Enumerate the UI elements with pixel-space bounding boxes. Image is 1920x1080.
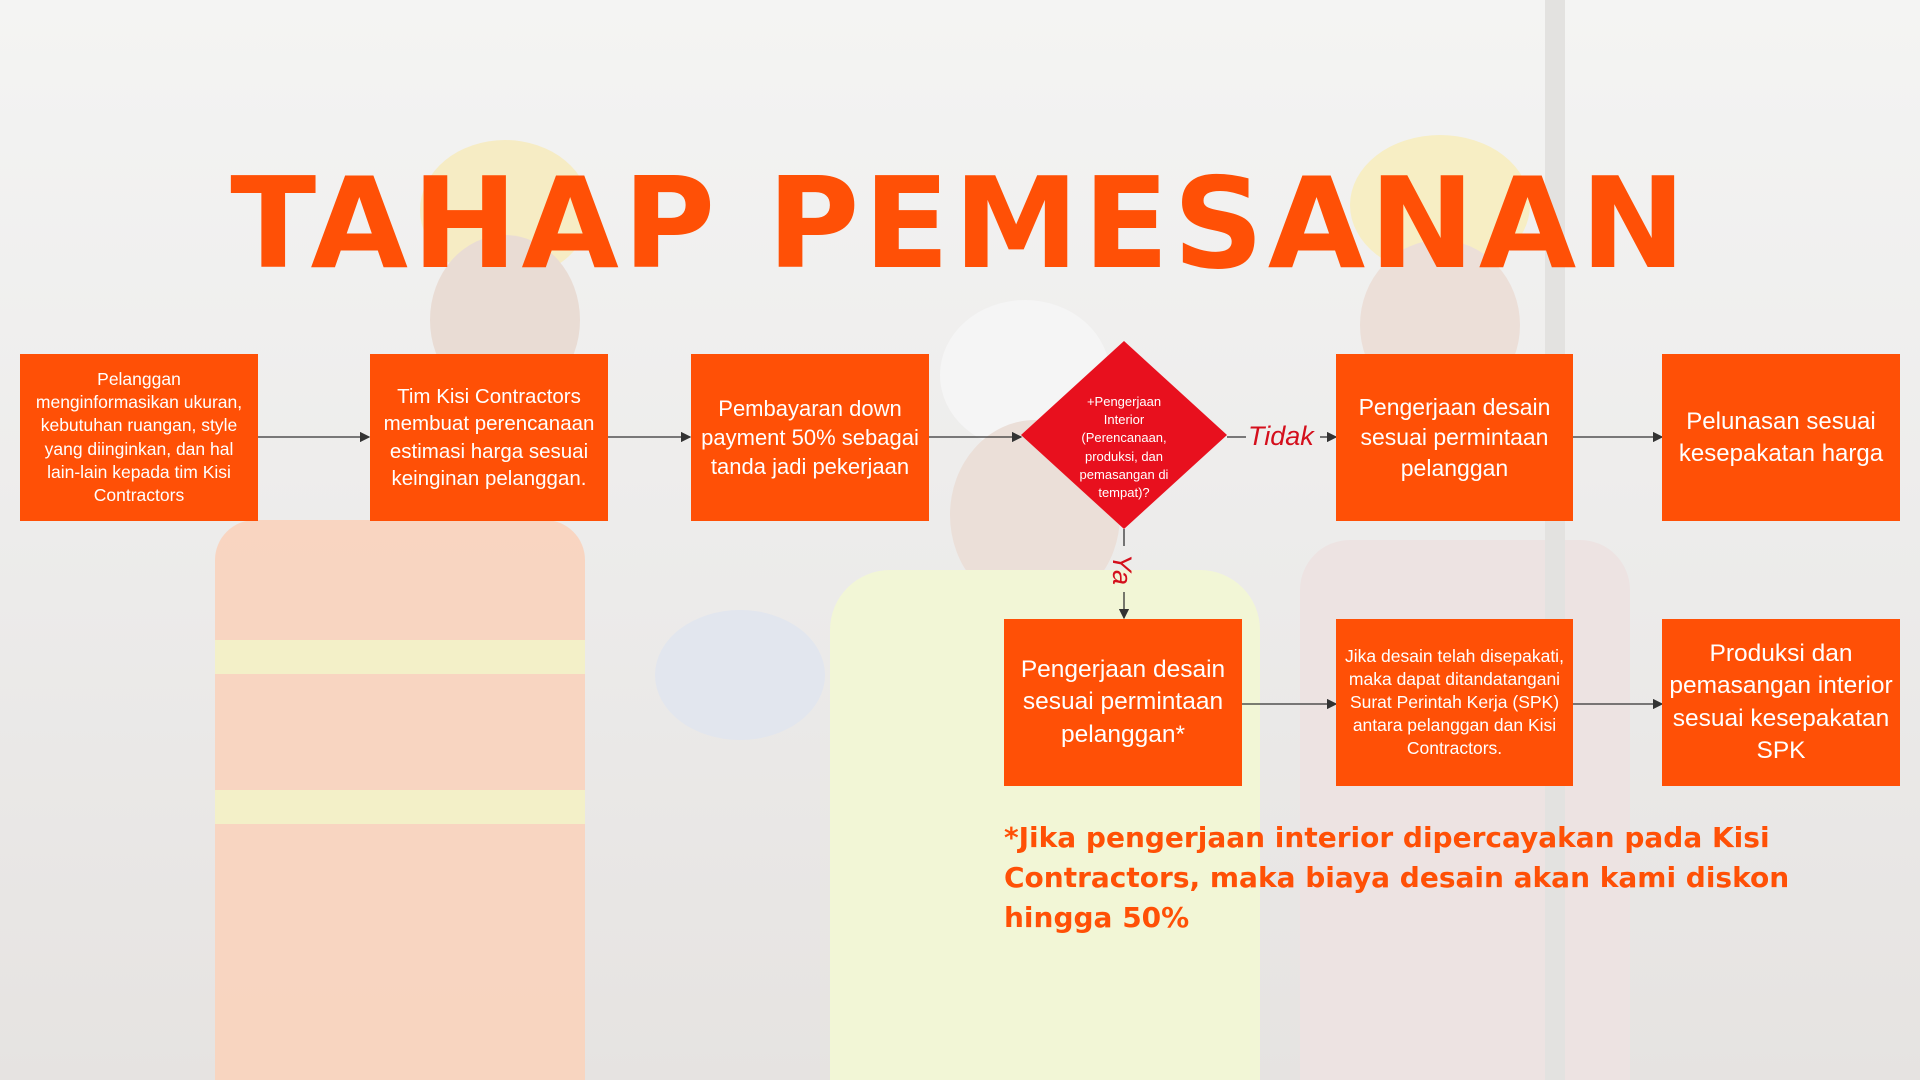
yes-design-text: Pengerjaan desain sesuai permintaan pelanggan* [1020, 656, 1226, 748]
no-design-box [1336, 354, 1573, 521]
no-payment-box [1662, 354, 1900, 521]
label-no: Tidak [1248, 421, 1314, 451]
yes-production-box [1662, 619, 1900, 786]
yes-design-box [1004, 619, 1242, 786]
step-inform-box [20, 354, 258, 521]
no-payment-text: Pelunasan sesuai kesepakatan harga [1678, 407, 1884, 467]
no-design-text: Pengerjaan desain sesuai permintaan pelanggan [1358, 393, 1551, 481]
yes-spk-text: Jika desain telah disepakati, maka dapat ditandatangani Surat Perintah Kerja (SPK) antara pelanggan dan Kisi Contractors. [1345, 645, 1564, 759]
decision-diamond [1021, 341, 1227, 529]
footnote: *Jika pengerjaan interior dipercayakan pada Kisi Contractors, maka biaya desain akan kami diskon hingga 50% [1004, 821, 1790, 934]
label-yes: Ya [1107, 554, 1137, 586]
yes-spk-box [1336, 619, 1573, 786]
step-inform-text: Pelanggan menginformasikan ukuran, kebutuhan ruangan, style yang diinginkan, dan hal lain-lain kepada tim Kisi Contractors [35, 369, 243, 505]
yes-production-text: Produksi dan pemasangan interior sesuai kesepakatan SPK [1669, 639, 1893, 764]
step-estimate-box [370, 354, 608, 521]
step-estimate-text: Tim Kisi Contractors membuat perencanaan estimasi harga sesuai keinginan pelanggan. [383, 385, 595, 490]
step-downpayment-box [691, 354, 929, 521]
page-title: TAHAP PEMESANAN [230, 150, 1690, 297]
step-downpayment-text: Pembayaran down payment 50% sebagai tanda jadi pekerjaan [701, 395, 919, 480]
decision-text: +Pengerjaan Interior (Perencanaan, produksi, dan pemasangan di tempat)? [1079, 394, 1169, 500]
